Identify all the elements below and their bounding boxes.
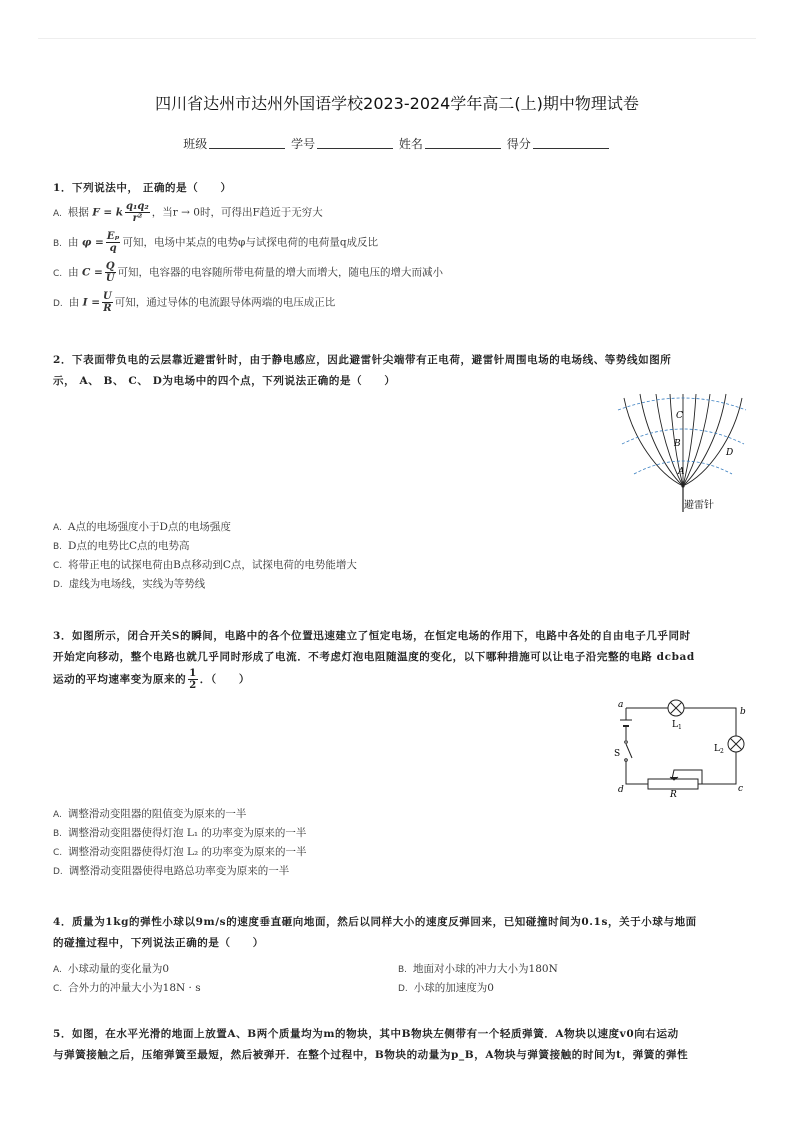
question-3-option-a[interactable]: A. 调整滑动变阻器的阻值变为原来的一半 xyxy=(53,808,247,820)
point-c-label: C xyxy=(676,411,683,421)
node-c-label: c xyxy=(738,784,744,794)
question-4-stem-line-2: 的碰撞过程中，下列说法正确的是（ ） xyxy=(53,937,264,949)
student-info-line xyxy=(0,135,794,153)
question-1 xyxy=(53,178,743,321)
question-4 xyxy=(53,912,743,998)
formula-fraction: $\frac{\text{q₁q₂}}{\text{r²}}$ xyxy=(126,201,149,224)
question-1-option-d[interactable]: D. 由 I = $\frac{U}{R}$ 可知，通过导体的电流跟导体两端的电压成正比 xyxy=(53,291,336,314)
question-3-stem-line-3: 运动的平均速率变为原来的 $\frac{1}{2}$ ．（ ） xyxy=(53,668,251,691)
rod-label: 避雷针 xyxy=(684,500,714,511)
question-4-stem-line-1: 4．质量为1kg的弹性小球以9m/s的速度垂直砸向地面，然后以同样大小的速度反弹回来，已知碰撞时间为0.1s，关于小球与地面 xyxy=(53,916,697,928)
class-blank[interactable] xyxy=(209,137,285,149)
battery-icon xyxy=(620,720,632,726)
score-label: 得分 xyxy=(506,137,531,151)
rheostat-icon xyxy=(648,770,702,789)
point-d-label: D xyxy=(726,448,734,458)
formula-fraction: $\frac{Q}{U}$ xyxy=(105,261,115,284)
lightning-rod-field-figure xyxy=(614,388,748,514)
node-b-label: b xyxy=(740,707,746,717)
question-3-stem-line-1: 3．如图所示，闭合开关S的瞬间，电路中的各个位置迅速建立了恒定电场，在恒定电场的作用下，电路中各处的自由电子几乎同时 xyxy=(53,630,691,642)
question-4-option-a[interactable]: A. 小球动量的变化量为0 xyxy=(53,963,170,975)
question-4-option-d[interactable]: D. 小球的加速度为0 xyxy=(398,982,494,994)
question-1-option-b[interactable]: B. 由 φ = $\frac{\text{Eₚ}}{q}$ 可知，电场中某点的电势φ与试探电荷的电荷量q成反比 xyxy=(53,231,379,254)
node-d-label: d xyxy=(618,785,624,795)
question-1-option-a[interactable]: A. 根据 F = k $\frac{\text{q₁q₂}}{\text{r²}}$ ，当r → 0时，可得出F趋近于无穷大 xyxy=(53,201,323,224)
question-1-option-c[interactable]: C. 由 C = $\frac{Q}{U}$ 可知，电容器的电容随所带电荷量的增大而增大，随电压的增大而减小 xyxy=(53,261,444,284)
question-2-stem-line-2: 示， A、 B、 C、 D为电场中的四个点，下列说法正确的是（ ） xyxy=(53,375,396,387)
question-3-option-b[interactable]: B. 调整滑动变阻器使得灯泡 L₁ 的功率变为原来的一半 xyxy=(53,827,307,839)
point-b-label: B xyxy=(674,439,681,449)
rod-tip xyxy=(681,484,684,487)
question-5-stem-line-1: 5．如图，在水平光滑的地面上放置A、B两个质量均为m的物块，其中B物块左侧带有一个轻质弹簧．A物块以速度v0向右运动 xyxy=(53,1028,679,1040)
question-4-option-c[interactable]: C. 合外力的冲量大小为18N · s xyxy=(53,982,201,994)
question-2-option-b[interactable]: B. D点的电势比C点的电势高 xyxy=(53,540,190,552)
header-rule xyxy=(38,38,756,39)
question-5-stem-line-2: 与弹簧接触之后，压缩弹簧至最短，然后被弹开．在整个过程中，B物块的动量为p_B，A物块与弹簧接触的时间为t，弹簧的弹性 xyxy=(53,1049,689,1061)
question-4-option-b[interactable]: B. 地面对小球的冲力大小为180N xyxy=(398,963,558,975)
student-id-label: 学号 xyxy=(291,137,316,151)
question-3-stem-line-2: 开始定向移动，整个电路也就几乎同时形成了电流．不考虑灯泡电阻随温度的变化，以下哪种措施可以让电子沿完整的电路 dcbad xyxy=(53,651,695,663)
lamp-l2-label: $L_2$ xyxy=(714,744,724,755)
lamp-l1-label: $L_1$ xyxy=(672,720,682,731)
score-blank[interactable] xyxy=(533,137,609,149)
question-3-option-c[interactable]: C. 调整滑动变阻器使得灯泡 L₂ 的功率变为原来的一半 xyxy=(53,846,307,858)
circuit-figure xyxy=(612,698,748,798)
formula-fraction: $\frac{U}{R}$ xyxy=(103,291,112,314)
one-half-fraction: $\frac{1}{2}$ xyxy=(189,668,197,691)
name-label: 姓名 xyxy=(398,137,423,151)
rheostat-label: R xyxy=(670,790,677,798)
class-label: 班级 xyxy=(183,137,208,151)
question-2-options xyxy=(53,518,743,594)
switch-icon xyxy=(625,741,632,762)
page-title: 四川省达州市达州外国语学校2023-2024学年高二(上)期中物理试卷 xyxy=(155,94,639,113)
question-3-option-d[interactable]: D. 调整滑动变阻器使得电路总功率变为原来的一半 xyxy=(53,865,290,877)
question-2-option-c[interactable]: C. 将带正电的试探电荷由B点移动到C点，试探电荷的电势能增大 xyxy=(53,559,357,571)
node-a-label: a xyxy=(618,700,624,710)
question-5 xyxy=(53,1024,743,1066)
formula-fraction: $\frac{\text{Eₚ}}{q}$ xyxy=(106,231,120,254)
lamp-l1-icon xyxy=(668,700,684,716)
question-3 xyxy=(53,626,743,691)
question-1-stem: 1．下列说法中， 正确的是（ ） xyxy=(53,182,232,194)
question-2 xyxy=(53,350,743,392)
point-a-label: A xyxy=(678,467,685,477)
question-2-option-a[interactable]: A. A点的电场强度小于D点的电场强度 xyxy=(53,521,231,533)
switch-label: S xyxy=(614,749,621,759)
lamp-l2-icon xyxy=(728,736,744,752)
student-id-blank[interactable] xyxy=(317,137,393,149)
question-2-stem-line-1: 2．下表面带负电的云层靠近避雷针时，由于静电感应，因此避雷针尖端带有正电荷，避雷针周围电场的电场线、等势线如图所 xyxy=(53,354,672,366)
question-2-option-d[interactable]: D. 虚线为电场线，实线为等势线 xyxy=(53,578,206,590)
name-blank[interactable] xyxy=(425,137,501,149)
question-3-options xyxy=(53,805,743,881)
